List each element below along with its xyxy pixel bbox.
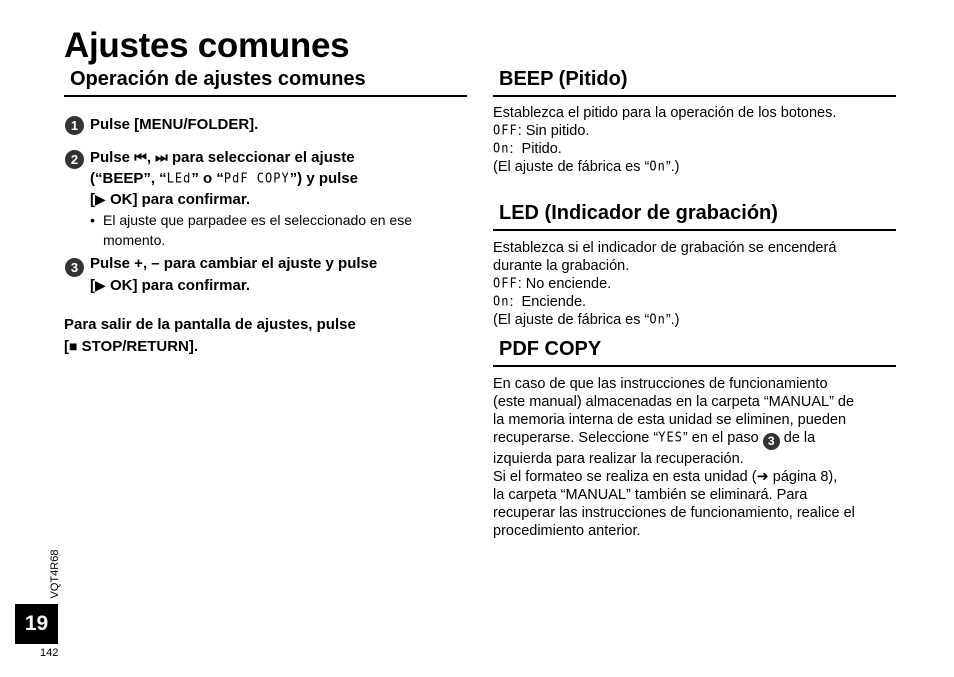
lcd-off-label: OFF <box>493 275 518 291</box>
skip-forward-icon: ⏭ <box>155 149 168 165</box>
stop-icon: ■ <box>69 337 78 354</box>
page-number-box: 19 <box>15 604 58 644</box>
model-code: VQT4R68 <box>49 549 61 599</box>
section-heading-common-settings: Operación de ajustes comunes <box>64 68 467 97</box>
step-2-line-1: Pulse ⏮, ⏭ para seleccionar el ajuste <box>90 149 355 166</box>
play-icon: ▶ <box>95 191 106 207</box>
step-2-line-2: (“BEEP”, “LEd” o “PdF COPY”) y pulse <box>90 169 470 190</box>
section-heading-pdf-copy: PDF COPY <box>493 338 896 367</box>
step-2-badge: 2 <box>65 150 84 169</box>
step-2-note: • El ajuste que parpadee es el seleccionado en ese momento. <box>90 212 412 248</box>
skip-back-icon: ⏮ <box>134 149 147 165</box>
lcd-yes-label: YES <box>658 429 683 445</box>
step-3-inline-badge: 3 <box>763 433 780 450</box>
beep-section-body: Establezca el pitido para la operación de los botones. OFF: Sin pitido. On: Pitido. (El ajuste de fábrica es “On”.) <box>493 105 837 175</box>
step-2-line-3: [▶ OK] para confirmar. <box>90 191 250 208</box>
step-1-badge: 1 <box>65 116 84 135</box>
lcd-on-label: On <box>493 293 510 309</box>
step-1-text: Pulse [MENU/FOLDER]. <box>90 116 259 133</box>
play-icon: ▶ <box>95 276 106 293</box>
exit-instruction: Para salir de la pantalla de ajustes, pulse [■ STOP/RETURN]. <box>64 316 356 355</box>
pdf-copy-section-body: En caso de que las instrucciones de funcionamiento (este manual) almacenadas en la carpeta “MANUAL” de la memoria interna de esta unidad se eliminen, pueden recuperarse. Seleccione “YES” en el paso 3 de la izquierda para realizar la recuperación. Si el formateo se realiza en esta unidad (➜ página 8), la carpeta “MANUAL” también se eliminará. Para recuperar las instrucciones de funcionamiento, realice el procedimiento anterior. <box>493 376 855 539</box>
bullet-icon: • <box>90 212 95 228</box>
section-heading-beep: BEEP (Pitido) <box>493 68 896 97</box>
page-title: Ajustes comunes <box>64 26 350 65</box>
lcd-on-label: On <box>493 140 510 156</box>
lcd-on-label: On <box>649 311 666 327</box>
step-3-badge: 3 <box>65 258 84 277</box>
lcd-on-label: On <box>649 158 666 174</box>
step-3-text: Pulse +, – para cambiar el ajuste y pulse [▶ OK] para confirmar. <box>90 255 378 294</box>
step-2-text <box>90 147 470 211</box>
lcd-off-label: OFF <box>493 122 518 138</box>
arrow-right-icon: ➜ <box>756 469 769 485</box>
lcd-pdf-copy-label: PdF COPY <box>223 169 290 186</box>
footer-page-number: 142 <box>40 647 59 659</box>
led-section-body: Establezca si el indicador de grabación se encenderá durante la grabación. OFF: No enciende. On: Enciende. (El ajuste de fábrica es “On”.) <box>493 240 837 328</box>
section-heading-led: LED (Indicador de grabación) <box>493 202 896 231</box>
lcd-led-label: LEd <box>166 169 192 186</box>
